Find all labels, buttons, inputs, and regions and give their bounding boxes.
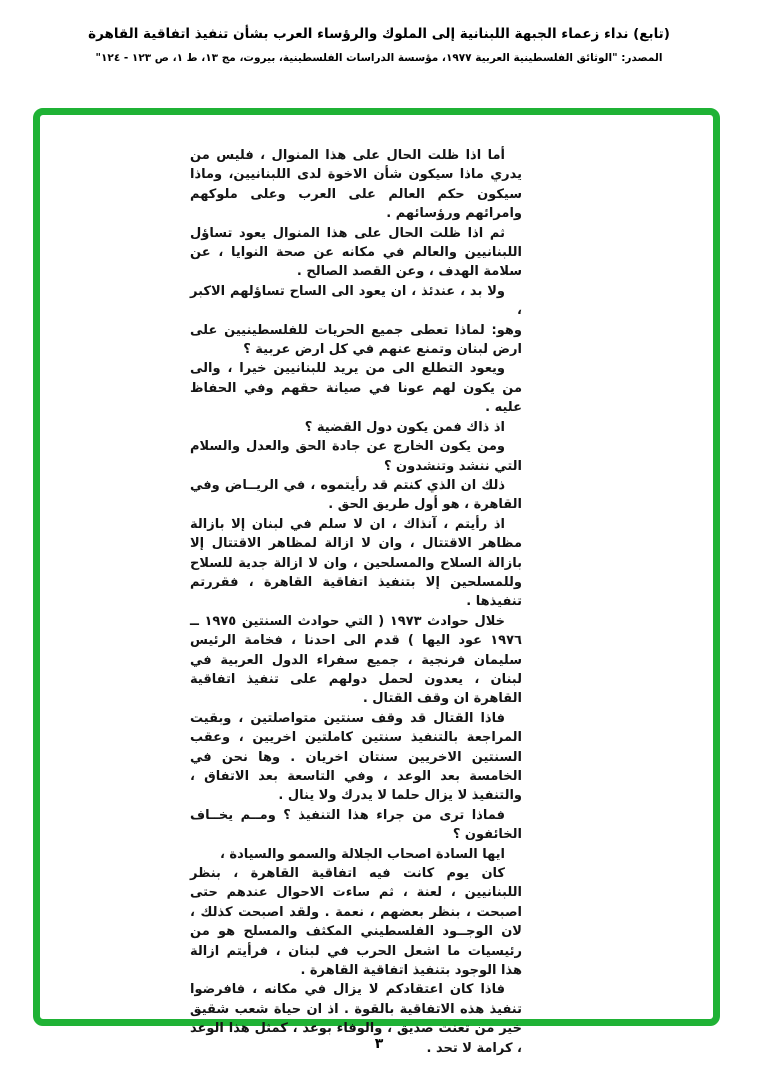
paragraph: اذ ذاك فمن يكون دول القضية ؟ <box>304 419 505 435</box>
paragraph: ويعود التطلع الى من يريد للبنانيين خيرا ، والى من يكون لهم عونا في صيانة حقهم وفي الحفاظ عليه . <box>190 361 522 416</box>
paragraph: ومن يكون الخارج عن جادة الحق والعدل والسلام التي ننشد وتنشدون ؟ <box>190 439 522 474</box>
paragraph: خلال حوادث ١٩٧٣ ( التي حوادث السنتين ١٩٧٥ ــ ١٩٧٦ عود اليها ) قدم الى احدنا ، فخامة الرئيس سليمان فرنجية ، جميع سفراء الدول العربية في لبنان ، يعدون لحمل دولهم على تنفيذ اتفاقية القاهرة ان وقف القتال . <box>190 613 522 707</box>
paragraph: أما اذا ظلت الحال على هذا المنوال ، فليس من يدري ماذا سيكون شأن الاخوة لدى اللبنانيين، وماذا سيكون حكم العالم على العرب وعلى ملوكهم وامرائهم ورؤسائهم . <box>190 148 522 222</box>
paragraph: اذ رأيتم ، آنذاك ، ان لا سلم في لبنان إلا بازالة مظاهر الاقتتال ، وان لا ازالة لمظاهر الاقتتال إلا بازالة السلاح والمسلحين ، وان لا ازالة جدية للسلاح وللمسلحين إلا بتنفيذ اتفاقية القاهرة ، فقررتم تنفيذها . <box>190 516 522 610</box>
paragraph: فاذا كان اعتقادكم لا يزال في مكانه ، فافرضوا تنفيذ هذه الاتفاقية بالقوة . اذ ان حياة شعب شقيق خير من تعنت صديق ، والوفاء بوعد ، كمثل هذا الوعد ، كرامة لا تحد . <box>190 982 522 1056</box>
paragraph: فاذا القتال قد وقف سنتين متواصلتين ، وبقيت المراجعة بالتنفيذ سنتين كاملتين اخريين ، وعقب السنتين الاخريين سنتان اخريان . وها نحن في الخامسة بعد الوعد ، وفي التاسعة بعد الاتفاق ، والتنفيذ لا يزال حلما لا يدرك ولا ينال . <box>190 710 522 804</box>
document-title: (تابع) نداء زعماء الجبهة اللبنانية إلى الملوك والرؤساء العرب بشأن تنفيذ اتفاقية القاهرة <box>88 26 670 42</box>
page-number: ٣ <box>374 1036 384 1052</box>
scanned-text-block <box>190 146 522 1058</box>
paragraph: فماذا ترى من جراء هذا التنفيذ ؟ ومــم يخــاف الخائفون ؟ <box>190 807 522 843</box>
source-citation: المصدر: "الوثائق الفلسطينية العربية ١٩٧٧، مؤسسة الدراسات الفلسطينية، بيروت، مج ١٣، ط ١، ص ١٢٣ - ١٢٤" <box>95 52 663 64</box>
paragraph: وهو: لماذا تعطى جميع الحريات للفلسطينيين على ارض لبنان وتمنع عنهم في كل ارض عربية ؟ <box>190 322 522 358</box>
paragraph: كان يوم كانت فيه اتفاقية القاهرة ، بنظر اللبنانيين ، لعنة ، ثم ساءت الاحوال عندهم حتى اصبحت ، بنظر بعضهم ، نعمة . ولقد اصبحت كذلك ، لان الوجــود الفلسطيني المكثف والمسلح هو من رئيسيات ما اشعل الحرب في لبنان ، فرأيتم ازالة هذا الوجود بتنفيذ اتفاقية القاهرة . <box>190 866 522 979</box>
paragraph: ولا بد ، عندئذ ، ان يعود الى الساح تساؤلهم الاكبر ، <box>190 283 522 319</box>
paragraph: ثم اذا ظلت الحال على هذا المنوال يعود تساؤل اللبنانيين والعالم في مكانه عن صحة النوايا ، عن سلامة الهدف ، وعن القصد الصالح . <box>190 225 522 280</box>
document-header <box>0 26 758 64</box>
paragraph: ايها السادة اصحاب الجلالة والسمو والسيادة ، <box>219 846 505 862</box>
paragraph: ذلك ان الذي كنتم قد رأيتموه ، في الريــاض وفي القاهرة ، هو أول طريق الحق . <box>190 477 522 513</box>
